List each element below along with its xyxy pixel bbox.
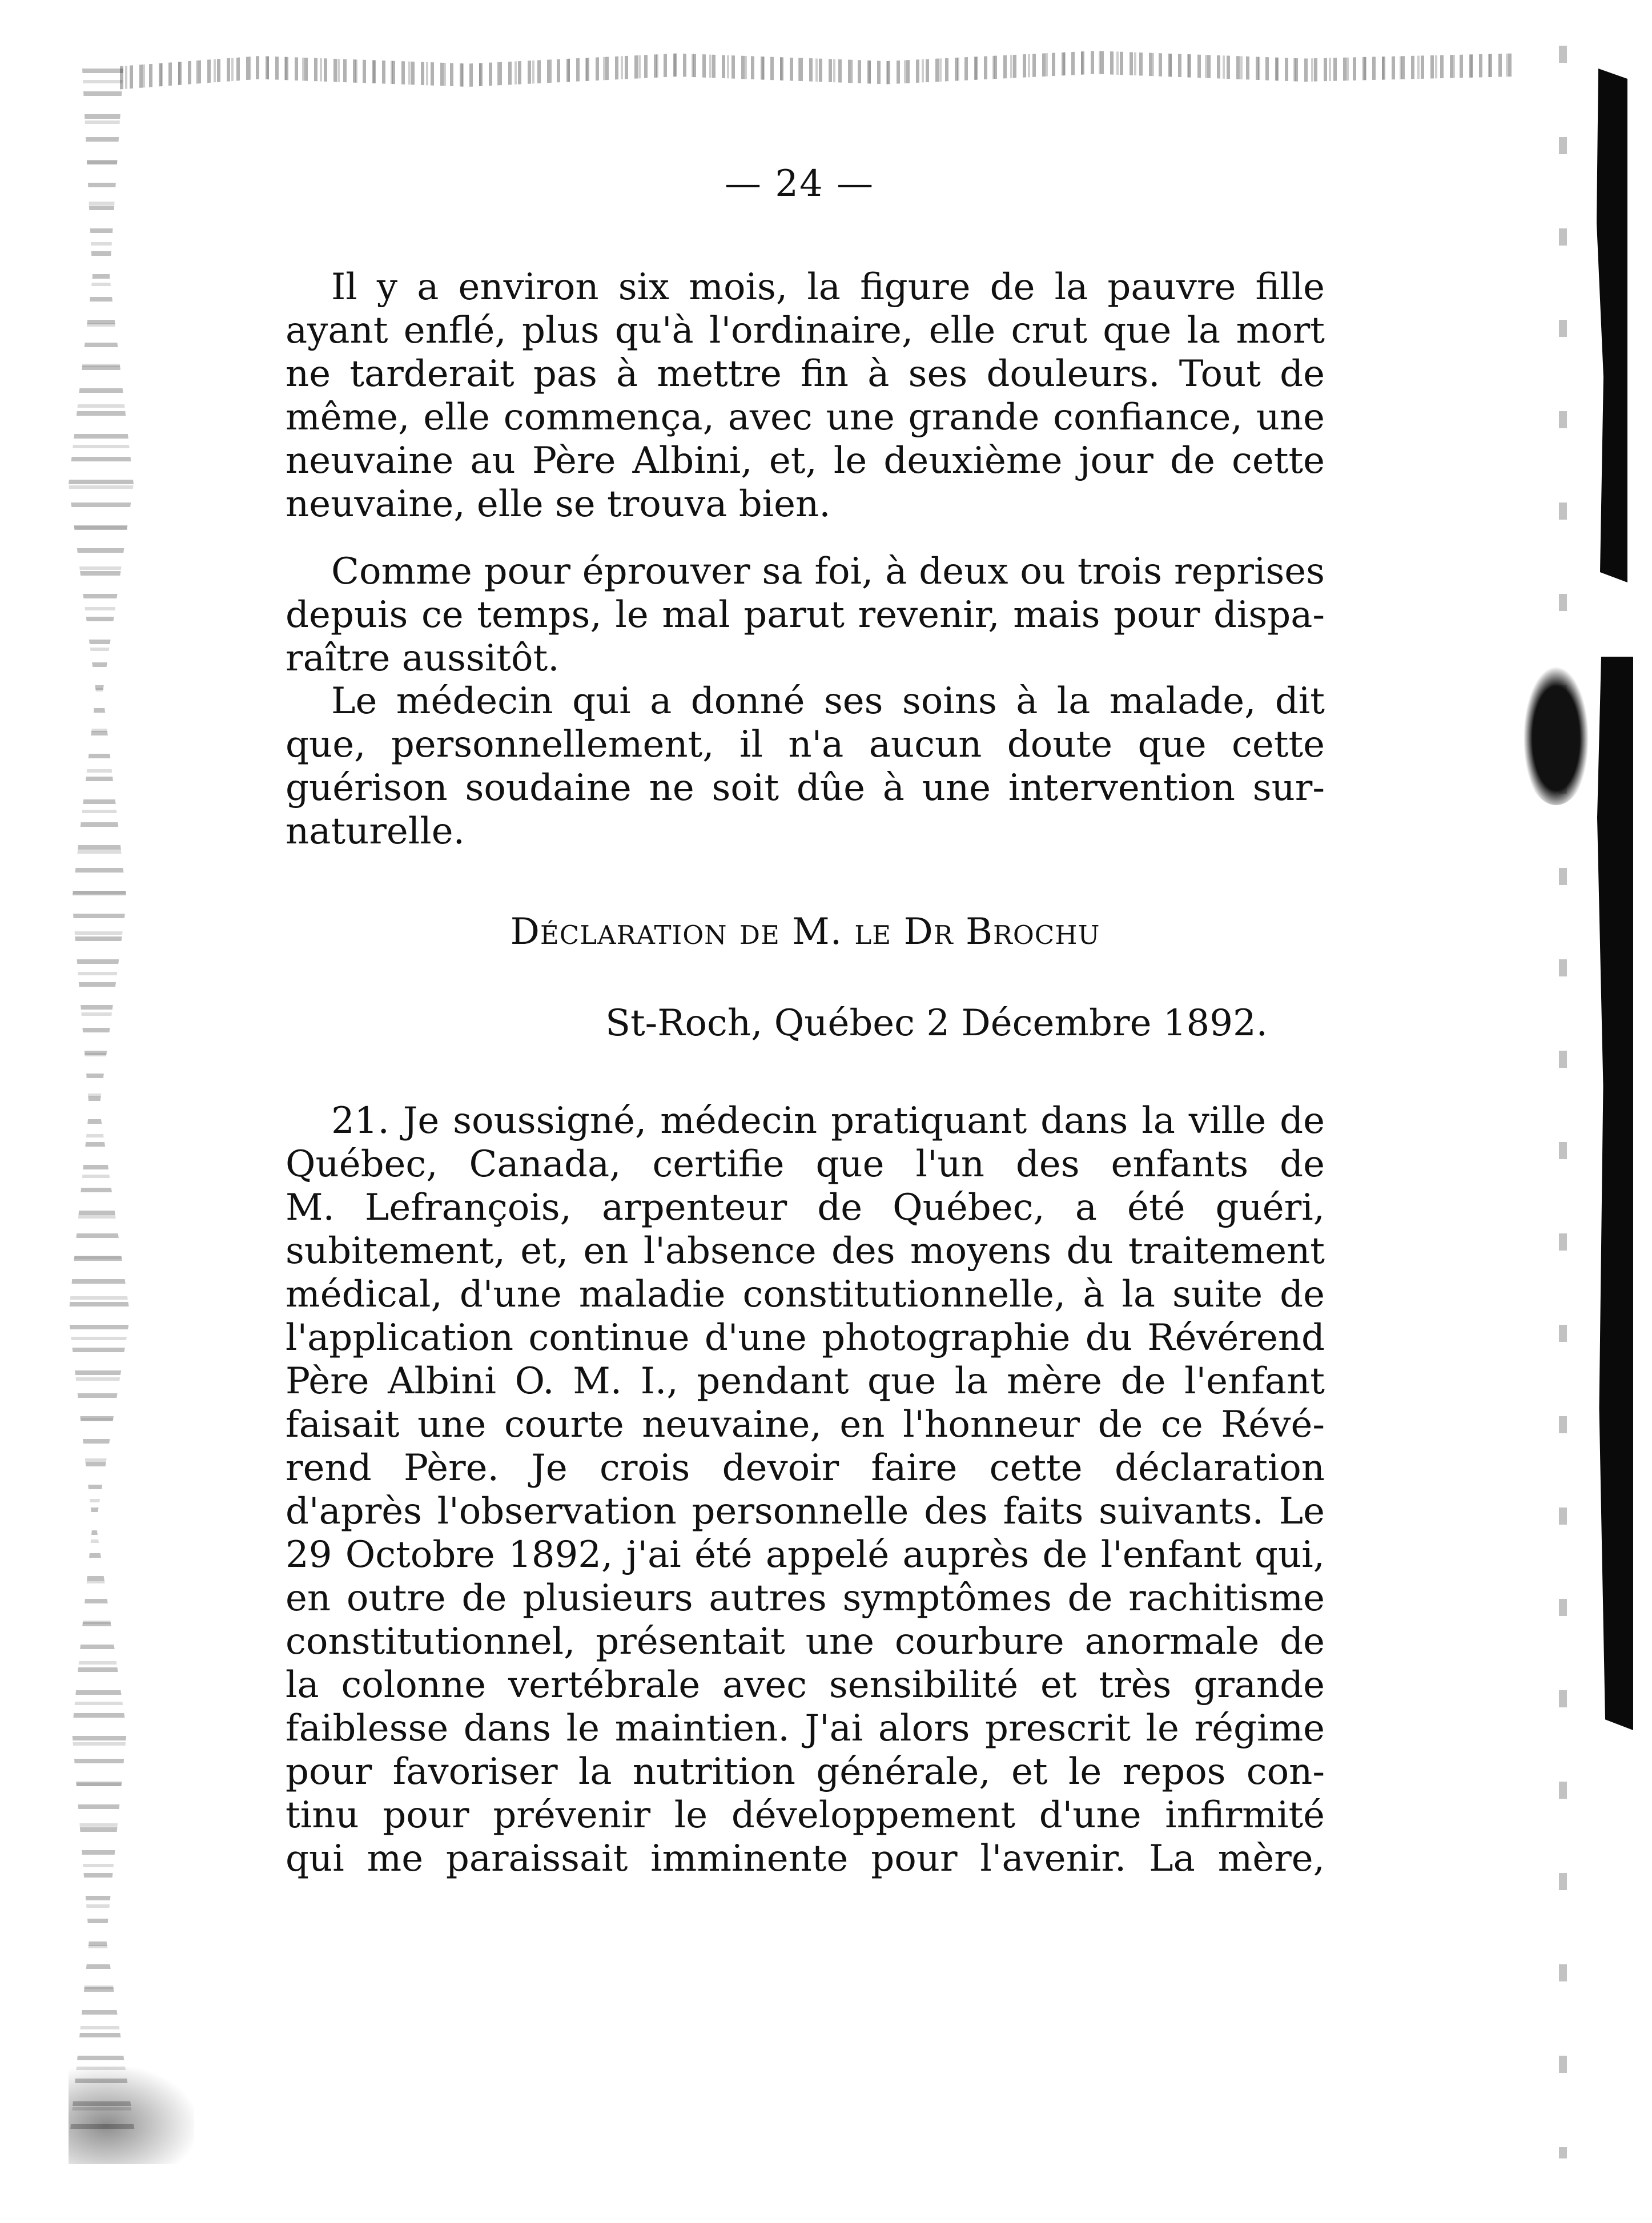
- text-line: la colonne vertébrale avec sensibilité et très grande: [286, 1664, 1325, 1706]
- text-line: neuvaine, elle se trouva bien.: [286, 483, 831, 525]
- text-line: 29 Octobre 1892, j'ai été appelé auprès de l'enfant qui,: [286, 1534, 1325, 1576]
- text-line: constitutionnel, présentait une courbure anormale de: [286, 1621, 1325, 1663]
- text-line: raître aussitôt.: [286, 637, 560, 680]
- text-line: que, personnellement, il n'a aucun doute que cette: [286, 723, 1325, 766]
- text-line: tinu pour prévenir le développement d'une infirmité: [286, 1794, 1325, 1836]
- text-line: Le médecin qui a donné ses soins à la malade, dit: [331, 680, 1325, 722]
- text-line: d'après l'observation personnelle des faits suivants. Le: [286, 1490, 1325, 1533]
- text-line: M. Lefrançois, arpenteur de Québec, a été guéri,: [286, 1187, 1325, 1229]
- text-line: faisait une courte neuvaine, en l'honneur de ce Révé-: [286, 1404, 1325, 1446]
- text-line: rend Père. Je crois devoir faire cette déclaration: [286, 1447, 1325, 1489]
- scan-noise-left: [69, 69, 137, 2147]
- text-line: naturelle.: [286, 810, 465, 853]
- text-line: médical, d'une maladie constitutionnelle, à la suite de: [286, 1273, 1325, 1316]
- scan-noise-right: [1559, 46, 1567, 2158]
- text-line: faiblesse dans le maintien. J'ai alors prescrit le régime: [286, 1707, 1325, 1750]
- text-line: Père Albini O. M. I., pendant que la mère de l'enfant: [286, 1360, 1325, 1402]
- scan-noise-bottom-left: [69, 2067, 194, 2164]
- text-line: Québec, Canada, certifie que l'un des enfants de: [286, 1143, 1325, 1185]
- text-line: qui me paraissait imminente pour l'avenir. La mère,: [286, 1838, 1325, 1880]
- section-heading: Déclaration de M. le Dr Brochu: [510, 911, 1100, 953]
- text-line: pour favoriser la nutrition générale, et le repos con-: [286, 1751, 1325, 1793]
- scan-binding-edge-top: [1593, 69, 1627, 582]
- paragraph-2: [286, 550, 1325, 680]
- scan-ink-blot: [1519, 657, 1593, 805]
- declaration-body: [286, 1099, 1325, 1880]
- text-line: guérison soudaine ne soit dûe à une intervention sur-: [286, 767, 1325, 809]
- text-line: depuis ce temps, le mal parut revenir, mais pour dispa-: [286, 594, 1325, 636]
- paragraph-1: [286, 266, 1325, 526]
- page-number: — 24 —: [724, 163, 875, 205]
- paragraph-3: [286, 680, 1325, 853]
- text-line: neuvaine au Père Albini, et, le deuxième jour de cette: [286, 440, 1325, 482]
- text-line: subitement, et, en l'absence des moyens du traitement: [286, 1230, 1325, 1272]
- text-line: ne tarderait pas à mettre fin à ses douleurs. Tout de: [286, 353, 1325, 395]
- text-line: Il y a environ six mois, la figure de la pauvre fille: [331, 266, 1325, 308]
- dateline: St-Roch, Québec 2 Décembre 1892.: [605, 1002, 1268, 1044]
- scan-noise-top: [120, 46, 1513, 97]
- scan-binding-edge-bottom: [1593, 657, 1633, 1730]
- text-line: même, elle commença, avec une grande confiance, une: [286, 396, 1325, 439]
- text-line: Comme pour éprouver sa foi, à deux ou trois reprises: [331, 550, 1325, 593]
- text-line: l'application continue d'une photographie du Révérend: [286, 1317, 1325, 1359]
- text-line: ayant enflé, plus qu'à l'ordinaire, elle crut que la mort: [286, 309, 1325, 352]
- text-line: 21. Je soussigné, médecin pratiquant dans la ville de: [331, 1100, 1325, 1142]
- text-line: en outre de plusieurs autres symptômes de rachitisme: [286, 1577, 1325, 1619]
